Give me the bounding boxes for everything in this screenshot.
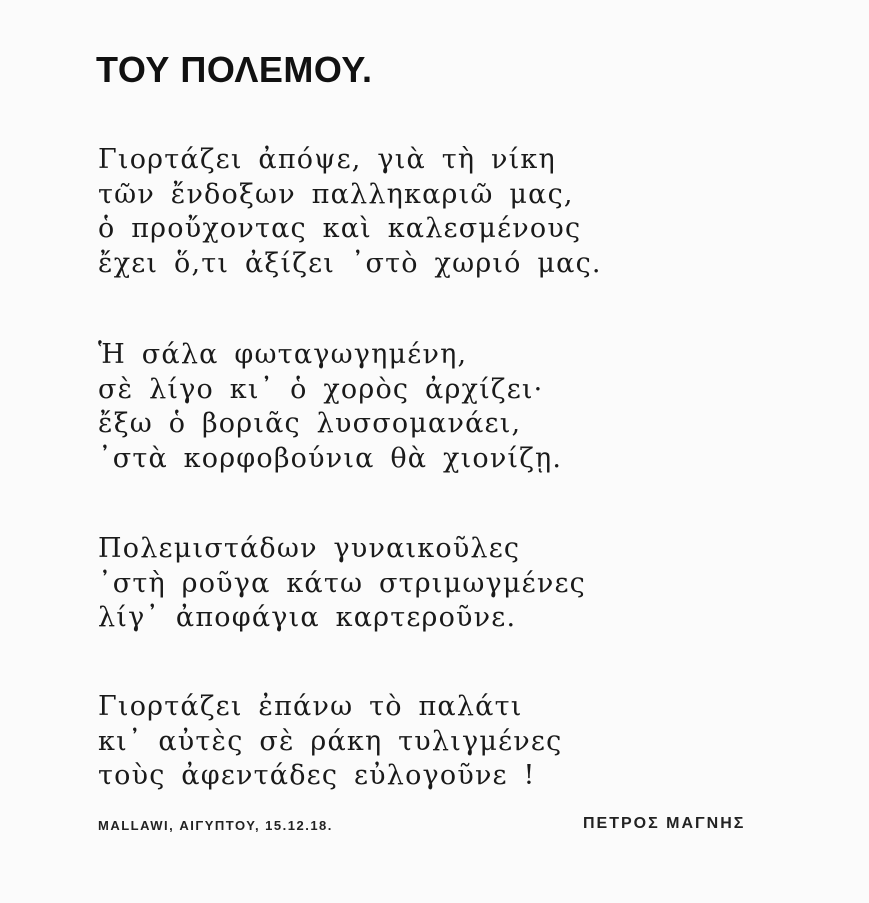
poem-line: τοὺς ἀφεντάδες εὐλογοῦνε ! — [98, 760, 536, 791]
poem-line: Ἡ σάλα φωταγωγημένη, — [98, 339, 468, 370]
poem-line: Γιορτάζει ἐπάνω τὸ παλάτι — [98, 691, 523, 722]
poem-line: τῶν ἔνδοξων παλληκαριῶ μας, — [98, 178, 574, 210]
poem-line: ἔχει ὅ,τι ἀξίζει ᾽στὸ χωριό μας. — [98, 247, 602, 279]
poem-line: ᾽στὴ ροῦγα κάτω στριμωγμένες — [98, 567, 586, 599]
poem-line: ὁ προὔχοντας καὶ καλεσμένους — [98, 213, 582, 244]
poem-line: Γιορτάζει ἀπόψε, γιὰ τὴ νίκη — [98, 144, 556, 175]
poem-line: ἔξω ὁ βοριᾶς λυσσομανάει, — [98, 408, 522, 439]
poem-line: σὲ λίγο κι᾽ ὁ χορὸς ἀρχίζει· — [98, 373, 544, 405]
place-date: MALLAWI, ΑΙΓΥΠΤΟΥ, 15.12.18. — [98, 818, 333, 833]
stanza-2 — [98, 338, 562, 476]
stanza-4 — [98, 690, 562, 794]
author-name: ΠΕΤΡΟΣ ΜΑΓΝΗΣ — [583, 815, 746, 832]
stanza-3 — [98, 532, 586, 636]
poem-title: ΤΟΥ ΠΟΛΕΜΟΥ. — [96, 49, 373, 90]
poem-line: ᾽στὰ κορφοβούνια θὰ χιονίζῃ. — [98, 442, 563, 474]
poem-line: λίγ᾽ ἀποφάγια καρτεροῦνε. — [98, 602, 517, 633]
poem-line: κι᾽ αὐτὲς σὲ ράκη τυλιγμένες — [98, 725, 563, 757]
stanza-1 — [98, 143, 602, 281]
poem-line: Πολεμιστάδων γυναικοῦλες — [98, 533, 521, 564]
